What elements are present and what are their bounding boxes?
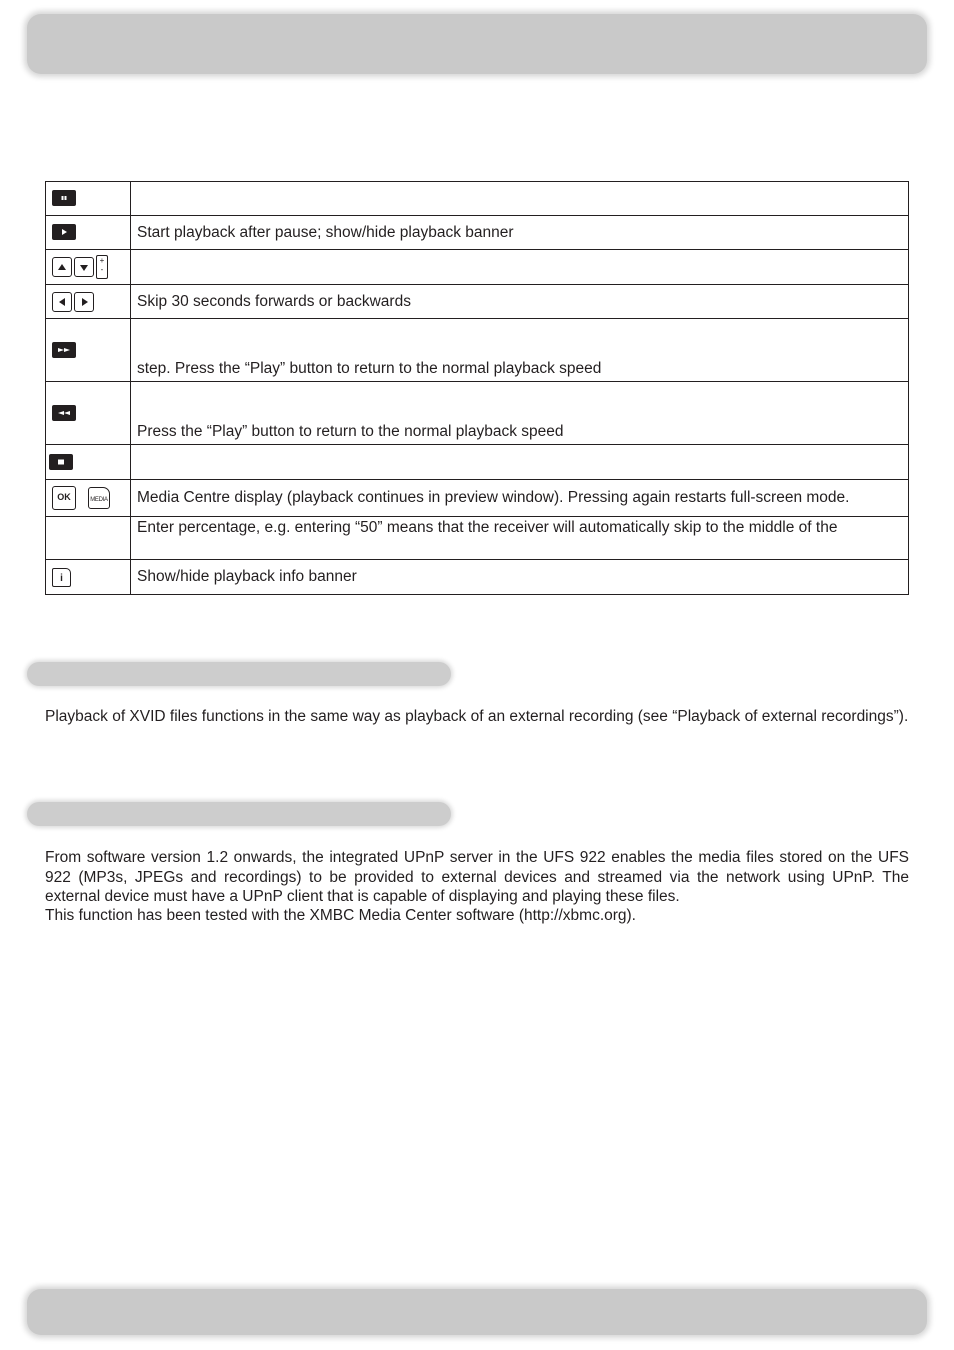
key-cell (46, 182, 131, 216)
up-arrow-icon (52, 257, 72, 277)
table-row (46, 560, 909, 595)
key-cell (46, 216, 131, 250)
volume-minus-label: - (100, 265, 104, 274)
fast-forward-icon (52, 342, 76, 358)
table-row (46, 480, 909, 517)
upnp-paragraph: From software version 1.2 onwards, the integrated UPnP server in the UFS 922 enables the media files stored on the UFS 922 (MP3s, JPEGs and recordings) to be provided to external devices and streamed via the network using UPnP. The external device must have a UPnP client that is capable of displaying and playing these files. (45, 849, 909, 905)
function-cell: Show/hide playback info banner (131, 560, 909, 595)
key-cell (46, 319, 131, 382)
rewind-icon (52, 405, 76, 421)
function-cell (131, 445, 909, 480)
table-row (46, 319, 909, 382)
function-cell (131, 182, 909, 216)
key-cell (46, 250, 131, 285)
key-cell (46, 517, 131, 560)
key-cell (46, 445, 131, 480)
key-cell (46, 480, 131, 517)
table-row (46, 182, 909, 216)
xvid-section-header (27, 662, 451, 686)
table-row (46, 517, 909, 560)
down-arrow-icon (74, 257, 94, 277)
function-cell: Start playback after pause; show/hide playback banner (131, 216, 909, 250)
function-cell: Press the “Play” button to return to the normal playback speed (131, 382, 909, 445)
key-cell (46, 285, 131, 319)
volume-icon (96, 255, 108, 279)
footer-band (27, 1289, 927, 1335)
function-cell: step. Press the “Play” button to return to the normal playback speed (131, 319, 909, 382)
function-cell: Skip 30 seconds forwards or backwards (131, 285, 909, 319)
right-arrow-icon (74, 292, 94, 312)
left-arrow-icon (52, 292, 72, 312)
key-cell (46, 560, 131, 595)
upnp-tested-paragraph: This function has been tested with the XMBC Media Center software (http://xbmc.org). (45, 907, 636, 924)
upnp-section-header (27, 802, 451, 826)
table-row (46, 216, 909, 250)
key-cell (46, 382, 131, 445)
function-cell: Media Centre display (playback continues in preview window). Pressing again restarts full-screen mode. (131, 480, 909, 517)
table-row (46, 445, 909, 480)
info-icon: i (52, 568, 71, 587)
table-row (46, 285, 909, 319)
remote-key-table (45, 181, 909, 595)
function-cell: Enter percentage, e.g. entering “50” means that the receiver will automatically skip to the middle of the (131, 517, 909, 560)
volume-plus-label: + (99, 256, 105, 265)
table-row (46, 250, 909, 285)
stop-icon (49, 454, 73, 470)
media-button-icon: MEDIA (88, 487, 110, 509)
pause-icon (52, 190, 76, 206)
ok-button-icon: OK (52, 486, 76, 510)
function-cell (131, 250, 909, 285)
xvid-paragraph: Playback of XVID files functions in the same way as playback of an external recording (see “Playback of external recordings”). (45, 708, 909, 725)
play-icon (52, 224, 76, 240)
header-band (27, 14, 927, 74)
table-row (46, 382, 909, 445)
